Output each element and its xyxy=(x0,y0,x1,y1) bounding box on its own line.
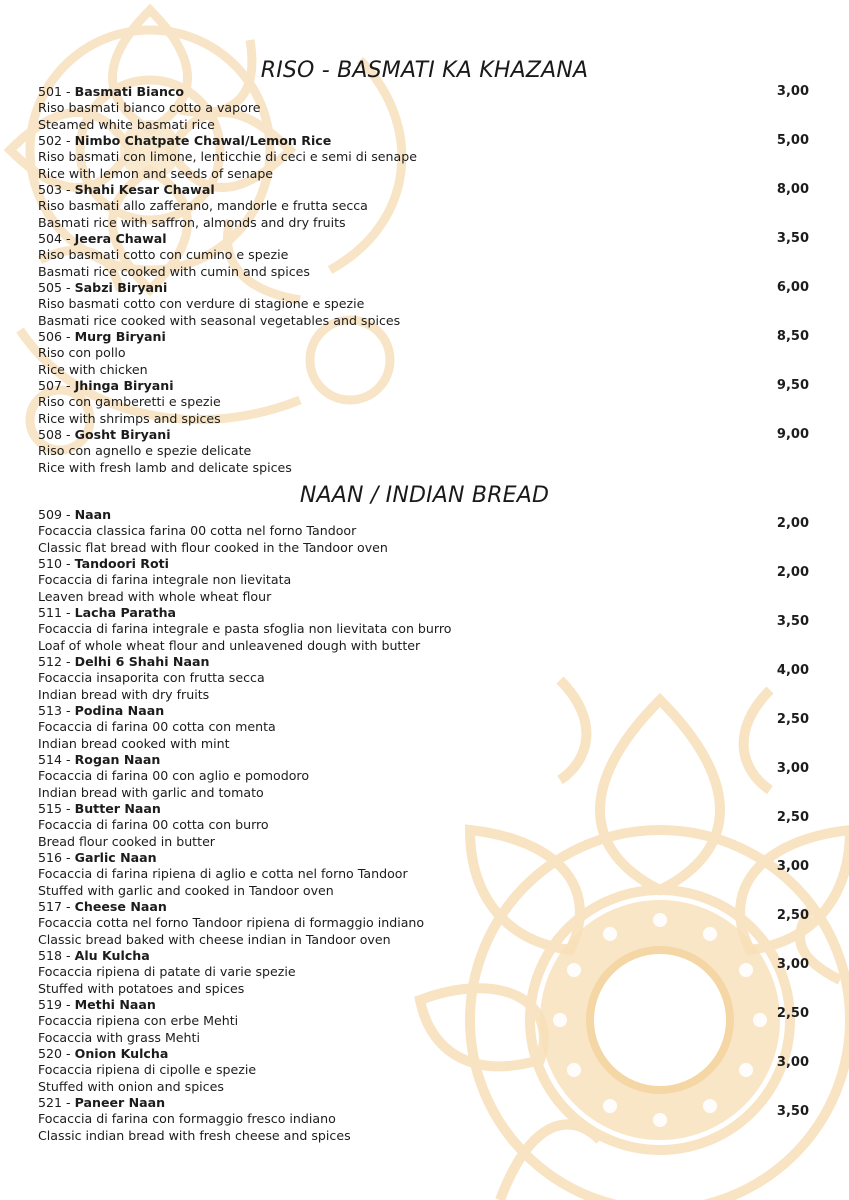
item-number: 516 xyxy=(38,850,63,865)
item-description-en: Stuffed with garlic and cooked in Tandoor oven xyxy=(38,882,334,898)
item-number: 503 xyxy=(38,182,63,197)
item-description-en: Indian bread with dry fruits xyxy=(38,686,210,702)
item-price: 2,50 xyxy=(776,908,809,923)
menu-item-517: 517 - Cheese Naan 2,50 Focaccia cotta nel forno Tandoor ripiena di formaggio indiano Classic bread baked with cheese indian in Tandoor oven xyxy=(38,899,813,948)
item-description-it: Focaccia cotta nel forno Tandoor ripiena di formaggio indiano xyxy=(38,915,425,931)
item-number: 510 xyxy=(38,556,63,571)
item-number: 521 xyxy=(38,1095,63,1110)
item-description-it: Focaccia di farina 00 cotta con burro xyxy=(38,817,269,833)
item-description-en: Rice with chicken xyxy=(38,361,148,377)
item-price: 3,50 xyxy=(776,1104,809,1119)
item-description-it: Focaccia di farina ripiena di aglio e cotta nel forno Tandoor xyxy=(38,866,408,882)
item-description-it: Riso con pollo xyxy=(38,345,126,361)
item-name: Rogan Naan xyxy=(74,752,161,767)
item-price: 6,00 xyxy=(776,280,809,295)
item-description-it: Riso con agnello e spezie delicate xyxy=(38,443,252,459)
item-price: 2,00 xyxy=(776,516,809,531)
menu-item-515: 515 - Butter Naan 2,50 Focaccia di farina 00 cotta con burro Bread flour cooked in butter xyxy=(38,801,813,850)
item-description-it: Focaccia ripiena di patate di varie spezie xyxy=(38,964,296,980)
item-price: 4,00 xyxy=(776,663,809,678)
menu-item-518: 518 - Alu Kulcha 3,00 Focaccia ripiena di patate di varie spezie Stuffed with potatoes and spices xyxy=(38,948,813,997)
item-name: Murg Biryani xyxy=(74,329,166,344)
item-name: Onion Kulcha xyxy=(74,1046,169,1061)
item-price: 3,50 xyxy=(776,614,809,629)
item-description-it: Focaccia di farina integrale non lievitata xyxy=(38,572,292,588)
item-price: 8,50 xyxy=(776,329,809,344)
item-description-it: Focaccia di farina con formaggio fresco indiano xyxy=(38,1111,336,1127)
menu-item-504: 504 - Jeera Chawal 3,50 Riso basmati cotto con cumino e spezie Basmati rice cooked with cumin and spices xyxy=(38,231,813,280)
item-number: 520 xyxy=(38,1046,63,1061)
item-description-en: Rice with shrimps and spices xyxy=(38,410,221,426)
item-description-it: Focaccia insaporita con frutta secca xyxy=(38,670,265,686)
item-number: 509 xyxy=(38,507,63,522)
item-name: Delhi 6 Shahi Naan xyxy=(74,654,210,669)
menu-item-503: 503 - Shahi Kesar Chawal 8,00 Riso basmati allo zafferano, mandorle e frutta secca Basmati rice with saffron, almonds and dry fruits xyxy=(38,182,813,231)
item-description-it: Focaccia classica farina 00 cotta nel forno Tandoor xyxy=(38,523,357,539)
menu-item-505: 505 - Sabzi Biryani 6,00 Riso basmati cotto con verdure di stagione e spezie Basmati rice cooked with seasonal vegetables and spices xyxy=(38,280,813,329)
item-description-en: Steamed white basmati rice xyxy=(38,116,215,132)
item-description-en: Indian bread cooked with mint xyxy=(38,735,230,751)
menu-item-520: 520 - Onion Kulcha 3,00 Focaccia ripiena di cipolle e spezie Stuffed with onion and spices xyxy=(38,1046,813,1095)
item-description-it: Focaccia ripiena con erbe Mehti xyxy=(38,1013,239,1029)
menu-item-512: 512 - Delhi 6 Shahi Naan 4,00 Focaccia insaporita con frutta secca Indian bread with dry fruits xyxy=(38,654,813,703)
item-description-en: Classic indian bread with fresh cheese and spices xyxy=(38,1127,351,1143)
item-price: 3,00 xyxy=(776,761,809,776)
item-description-it: Riso basmati cotto con verdure di stagione e spezie xyxy=(38,296,365,312)
item-description-en: Indian bread with garlic and tomato xyxy=(38,784,264,800)
item-name: Lacha Paratha xyxy=(74,605,177,620)
item-name: Jeera Chawal xyxy=(74,231,167,246)
item-price: 2,50 xyxy=(776,810,809,825)
item-number: 508 xyxy=(38,427,63,442)
menu-item-506: 506 - Murg Biryani 8,50 Riso con pollo Rice with chicken xyxy=(38,329,813,378)
item-number: 505 xyxy=(38,280,63,295)
item-number: 518 xyxy=(38,948,63,963)
item-name: Cheese Naan xyxy=(74,899,167,914)
item-price: 2,00 xyxy=(776,565,809,580)
item-description-en: Basmati rice cooked with seasonal vegetables and spices xyxy=(38,312,401,328)
section-title-rice: RISO - BASMATI KA KHAZANA xyxy=(260,58,589,83)
item-price: 3,00 xyxy=(776,84,809,99)
item-price: 2,50 xyxy=(776,712,809,727)
item-description-en: Basmati rice with saffron, almonds and dry fruits xyxy=(38,214,346,230)
item-price: 5,00 xyxy=(776,133,809,148)
menu-item-501: 501 - Basmati Bianco 3,00 Riso basmati bianco cotto a vapore Steamed white basmati rice xyxy=(38,84,813,133)
item-name: Alu Kulcha xyxy=(74,948,150,963)
item-name: Paneer Naan xyxy=(74,1095,166,1110)
item-price: 3,00 xyxy=(776,957,809,972)
item-name: Nimbo Chatpate Chawal/Lemon Rice xyxy=(74,133,332,148)
item-description-en: Stuffed with onion and spices xyxy=(38,1078,224,1094)
item-description-en: Basmati rice cooked with cumin and spices xyxy=(38,263,310,279)
menu-item-502: 502 - Nimbo Chatpate Chawal/Lemon Rice 5,00 Riso basmati con limone, lenticchie di ceci e semi di senape Rice with lemon and seeds of senape xyxy=(38,133,813,182)
menu-item-521: 521 - Paneer Naan 3,50 Focaccia di farina con formaggio fresco indiano Classic indian bread with fresh cheese and spices xyxy=(38,1095,813,1144)
item-name: Naan xyxy=(74,507,112,522)
menu-item-507: 507 - Jhinga Biryani 9,50 Riso con gamberetti e spezie Rice with shrimps and spices xyxy=(38,378,813,427)
menu-item-514: 514 - Rogan Naan 3,00 Focaccia di farina 00 con aglio e pomodoro Indian bread with garlic and tomato xyxy=(38,752,813,801)
item-price: 9,50 xyxy=(776,378,809,393)
item-name: Gosht Biryani xyxy=(74,427,171,442)
menu-item-516: 516 - Garlic Naan 3,00 Focaccia di farina ripiena di aglio e cotta nel forno Tandoor Stuffed with garlic and cooked in Tandoor oven xyxy=(38,850,813,899)
item-description-en: Leaven bread with whole wheat flour xyxy=(38,588,272,604)
item-name: Basmati Bianco xyxy=(74,84,185,99)
item-price: 2,50 xyxy=(776,1006,809,1021)
item-description-en: Rice with fresh lamb and delicate spices xyxy=(38,459,292,475)
item-description-en: Bread flour cooked in butter xyxy=(38,833,215,849)
item-number: 514 xyxy=(38,752,63,767)
item-description-en: Stuffed with potatoes and spices xyxy=(38,980,245,996)
item-price: 3,50 xyxy=(776,231,809,246)
item-description-en: Classic flat bread with flour cooked in the Tandoor oven xyxy=(38,539,388,555)
menu-item-509: 509 - Naan 2,00 Focaccia classica farina 00 cotta nel forno Tandoor Classic flat bread with flour cooked in the Tandoor oven xyxy=(38,507,813,556)
item-description-en: Classic bread baked with cheese indian in Tandoor oven xyxy=(38,931,391,947)
item-description-it: Focaccia di farina 00 con aglio e pomodoro xyxy=(38,768,310,784)
section-title-naan: NAAN / INDIAN BREAD xyxy=(299,483,550,508)
item-number: 506 xyxy=(38,329,63,344)
item-description-en: Loaf of whole wheat flour and unleavened dough with butter xyxy=(38,637,421,653)
item-description-it: Focaccia di farina integrale e pasta sfoglia non lievitata con burro xyxy=(38,621,452,637)
item-description-it: Riso con gamberetti e spezie xyxy=(38,394,221,410)
item-number: 513 xyxy=(38,703,63,718)
item-name: Garlic Naan xyxy=(74,850,157,865)
item-number: 507 xyxy=(38,378,63,393)
item-description-it: Riso basmati cotto con cumino e spezie xyxy=(38,247,289,263)
item-description-it: Riso basmati allo zafferano, mandorle e frutta secca xyxy=(38,198,368,214)
item-description-en: Focaccia with grass Mehti xyxy=(38,1029,200,1045)
menu-item-510: 510 - Tandoori Roti 2,00 Focaccia di farina integrale non lievitata Leaven bread with whole wheat flour xyxy=(38,556,813,605)
item-name: Jhinga Biryani xyxy=(74,378,174,393)
menu-item-519: 519 - Methi Naan 2,50 Focaccia ripiena con erbe Mehti Focaccia with grass Mehti xyxy=(38,997,813,1046)
item-number: 502 xyxy=(38,133,63,148)
item-number: 511 xyxy=(38,605,63,620)
item-number: 501 xyxy=(38,84,63,99)
item-number: 519 xyxy=(38,997,63,1012)
item-description-it: Riso basmati con limone, lenticchie di ceci e semi di senape xyxy=(38,149,417,165)
item-name: Sabzi Biryani xyxy=(74,280,168,295)
item-description-it: Focaccia ripiena di cipolle e spezie xyxy=(38,1062,257,1078)
menu-item-508: 508 - Gosht Biryani 9,00 Riso con agnello e spezie delicate Rice with fresh lamb and delicate spices xyxy=(38,427,813,476)
item-price: 3,00 xyxy=(776,1055,809,1070)
menu-item-511: 511 - Lacha Paratha 3,50 Focaccia di farina integrale e pasta sfoglia non lievitata con burro Loaf of whole wheat flour and unleavened dough with butter xyxy=(38,605,813,654)
item-price: 9,00 xyxy=(776,427,809,442)
item-name: Methi Naan xyxy=(74,997,156,1012)
item-number: 515 xyxy=(38,801,63,816)
item-description-en: Rice with lemon and seeds of senape xyxy=(38,165,274,181)
item-name: Shahi Kesar Chawal xyxy=(74,182,215,197)
item-name: Butter Naan xyxy=(74,801,161,816)
item-price: 8,00 xyxy=(776,182,809,197)
item-description-it: Focaccia di farina 00 cotta con menta xyxy=(38,719,276,735)
item-number: 512 xyxy=(38,654,63,669)
item-name: Tandoori Roti xyxy=(74,556,169,571)
menu-item-513: 513 - Podina Naan 2,50 Focaccia di farina 00 cotta con menta Indian bread cooked with mint xyxy=(38,703,813,752)
item-number: 504 xyxy=(38,231,63,246)
item-price: 3,00 xyxy=(776,859,809,874)
item-number: 517 xyxy=(38,899,63,914)
item-description-it: Riso basmati bianco cotto a vapore xyxy=(38,100,261,116)
item-name: Podina Naan xyxy=(74,703,165,718)
